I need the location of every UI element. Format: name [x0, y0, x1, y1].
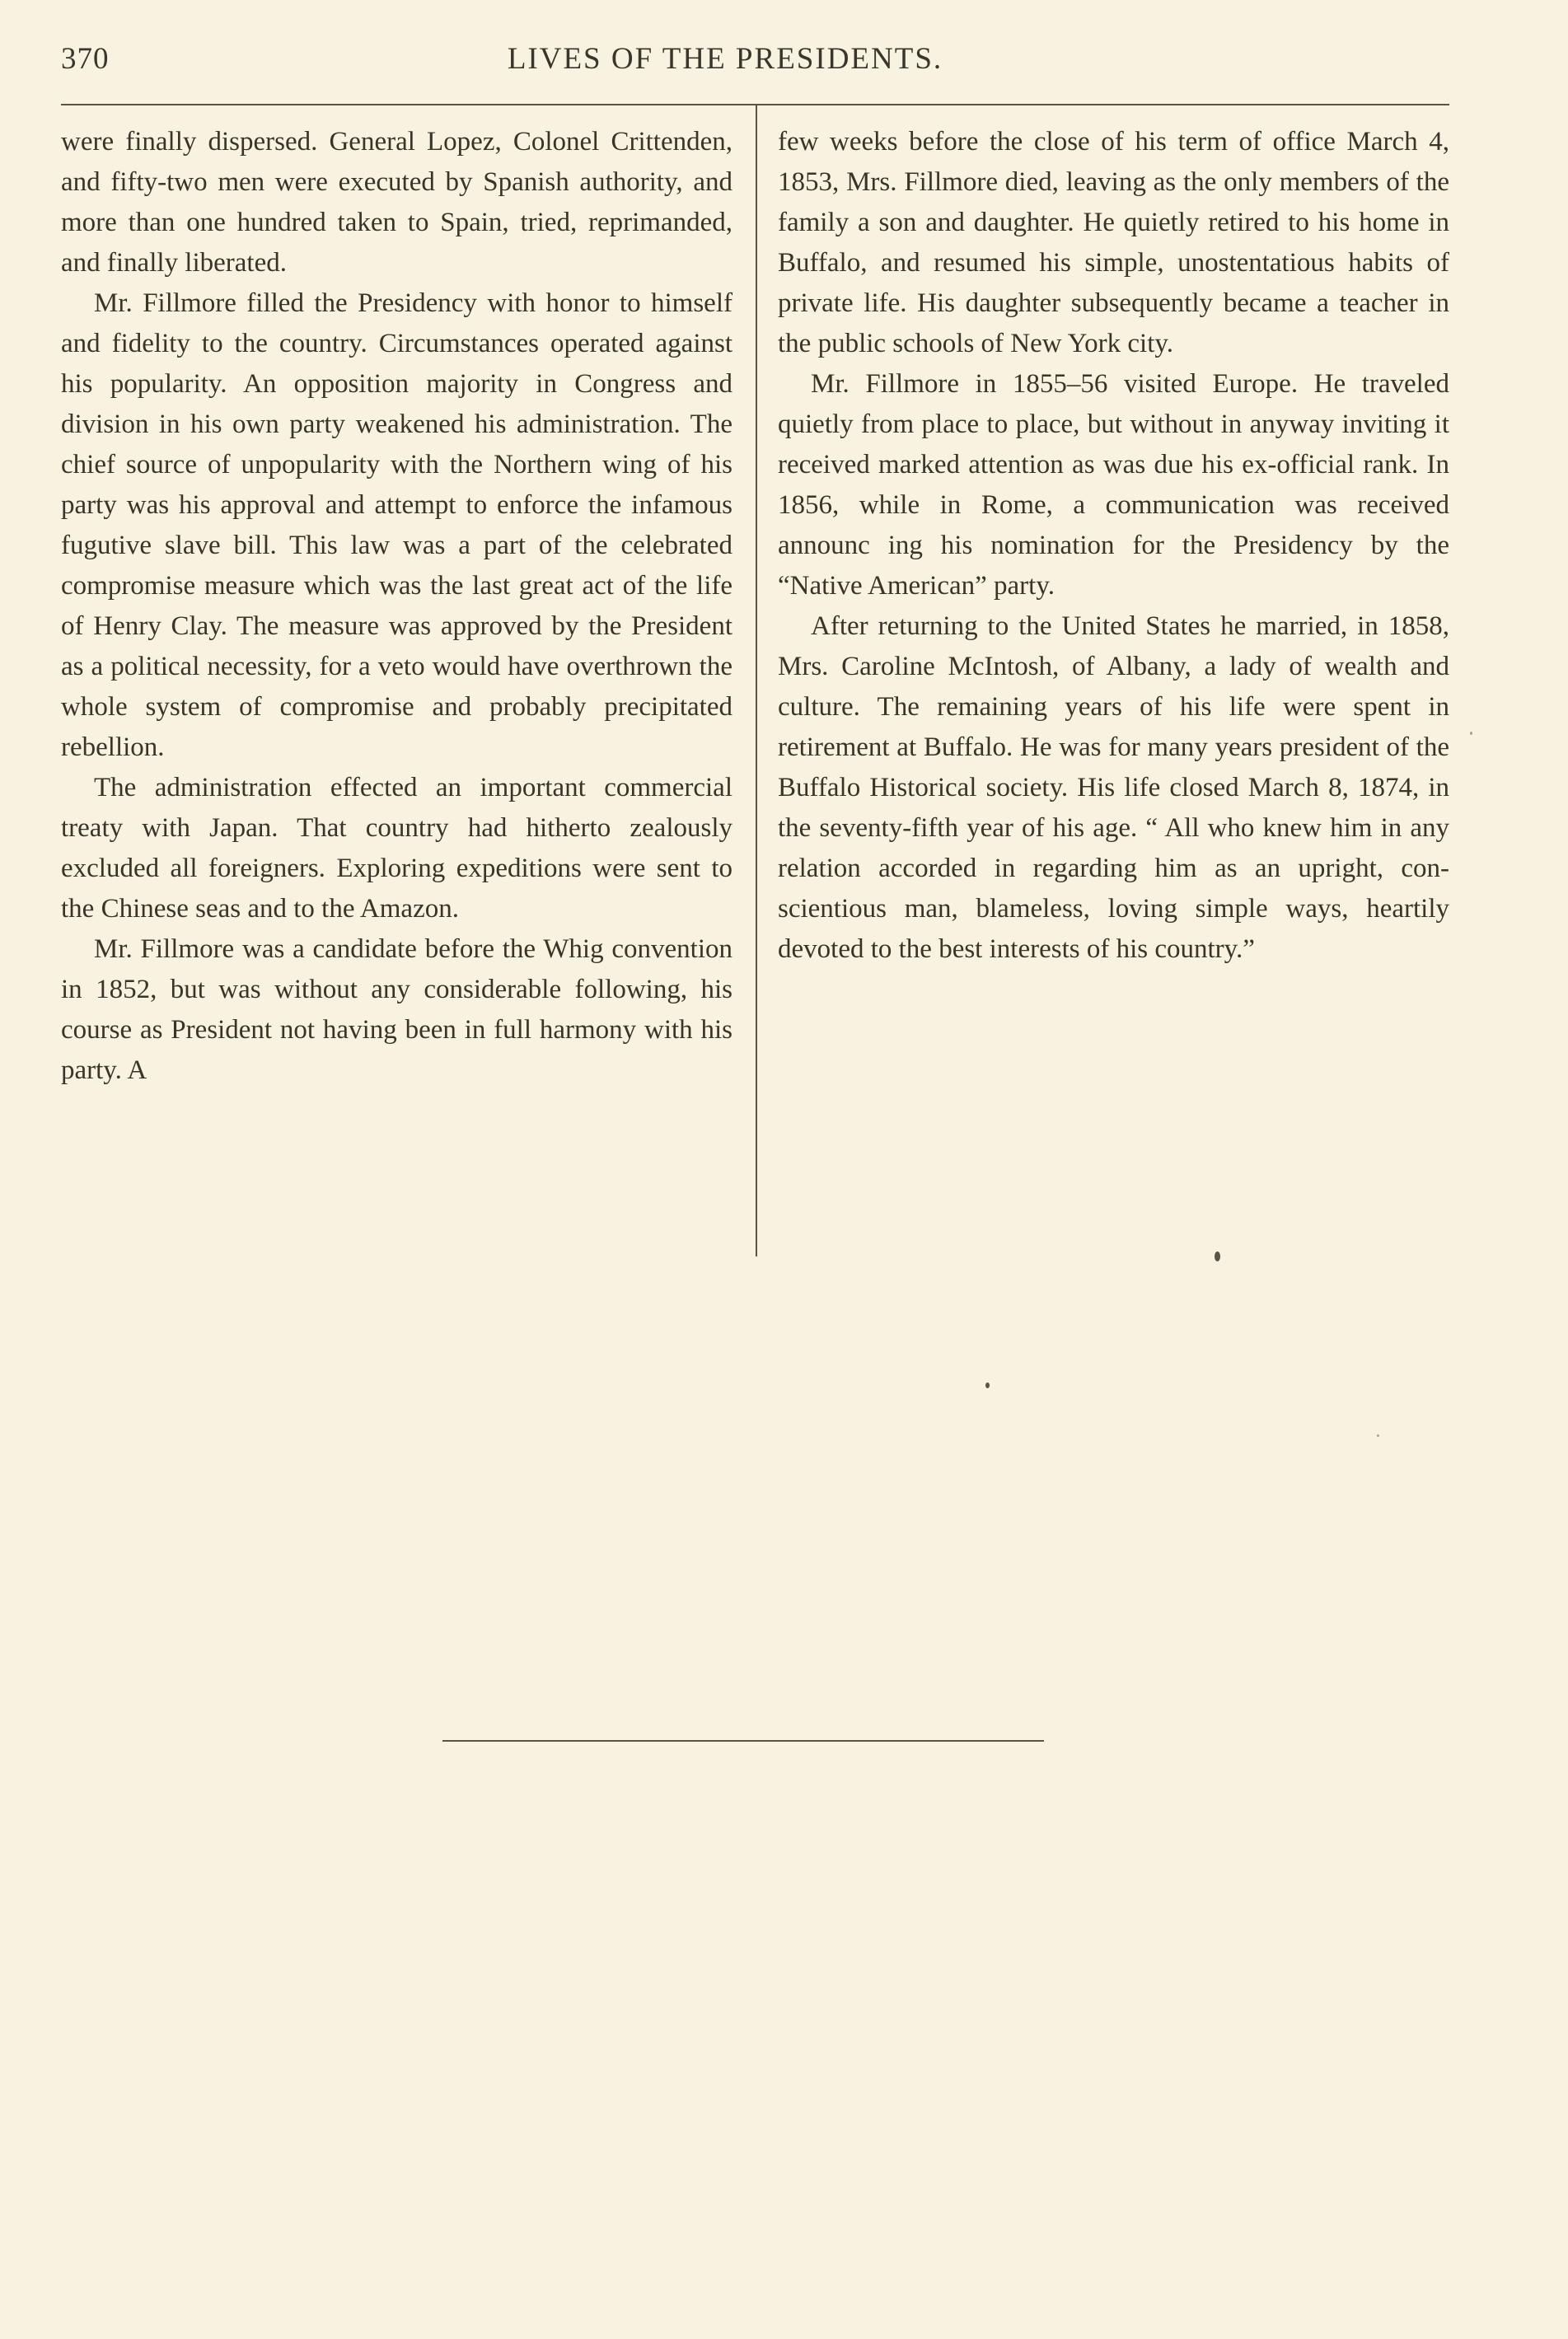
column-divider	[756, 105, 757, 1256]
left-paragraph-1: were finally dispersed. General Lopez, Colonel Crittenden, and fifty-two men were executed by Spanish authority, and more than one hundred taken to Spain, tried, reprimanded, and finally liberated.	[61, 127, 733, 278]
page-number: 370	[61, 42, 110, 76]
right-paragraph-3: After returning to the United States he married, in 1858, Mrs. Caroline McIntosh, of Albany, a lady of wealth and culture. The remaining years of his life were spent in retirement at Buffalo. He was for many years president of the Buffalo Historical society. His life closed March 8, 1874, in the seventy-fifth year of his age. “ All who knew him in any relation accorded in regarding him as an upright, conscientious man, blameless, loving simple ways, heartily devoted to the best interests of his country.”	[778, 611, 1449, 964]
ink-speck	[985, 1382, 990, 1388]
left-column	[61, 122, 733, 1091]
right-paragraph-2: Mr. Fillmore in 1855–56 visited Europe. He traveled quietly from place to place, but without in anyway inviting it received marked attention as was due his ex-official rank. In 1856, while in Rome, a communication was received announc ing his nomination for the Presidency by the “Native American” party.	[778, 369, 1449, 601]
left-paragraph-4: Mr. Fillmore was a candidate before the Whig convention in 1852, but was without any considerable following, his course as President not having been in full harmony with his party. A	[61, 934, 733, 1085]
running-title: LIVES OF THE PRESIDENTS.	[507, 42, 943, 76]
ink-speck	[1470, 732, 1472, 735]
left-paragraph-3: The administration effected an important commercial treaty with Japan. That country had hitherto zealously excluded all foreigners. Exploring expeditions were sent to the Chinese seas and to the Amazon.	[61, 773, 733, 924]
ink-speck	[1215, 1251, 1220, 1261]
ink-speck	[1377, 1434, 1379, 1437]
right-column	[778, 122, 1449, 970]
left-paragraph-2: Mr. Fillmore filled the Presidency with honor to himself and fidelity to the country. Circumstances operated against his popularity. An opposition majority in Congress and division in his own party weakened his administration. The chief source of unpopularity with the Northern wing of his party was his approval and attempt to enforce the infamous fugutive slave bill. This law was a part of the celebrated compromise measure which was the last great act of the life of Henry Clay. The measure was approved by the President as a political necessity, for a veto would have overthrown the whole system of compromise and probably precipitated rebellion.	[61, 288, 733, 762]
right-paragraph-1: few weeks before the close of his term of office March 4, 1853, Mrs. Fillmore died, leaving as the only members of the family a son and daughter. He quietly retired to his home in Buffalo, and resumed his simple, unostentatious habits of private life. His daughter subsequently became a teacher in the public schools of New York city.	[778, 127, 1449, 358]
footer-rule	[442, 1740, 1044, 1742]
